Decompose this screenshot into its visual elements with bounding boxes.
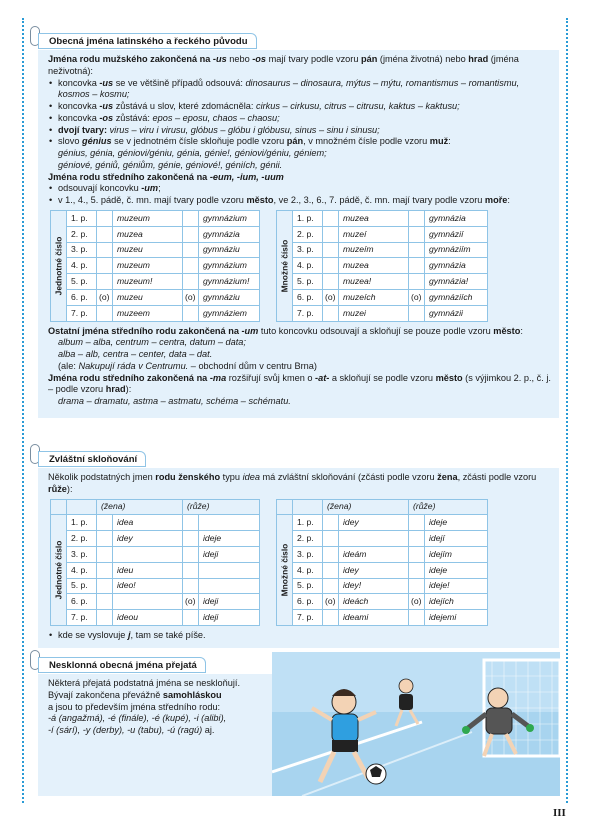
table-row	[277, 226, 488, 242]
preposition-cell	[97, 546, 113, 562]
number-label: Jednotné číslo	[51, 515, 67, 626]
table-row	[277, 531, 488, 547]
column-header-ruze: (růže)	[409, 499, 488, 515]
indeclinable-line-2: Bývají zakončena převážně samohláskou	[48, 689, 222, 700]
table-row	[51, 594, 260, 610]
form-cell: idey	[113, 531, 183, 547]
list-item: • koncovka -us zůstává u slov, které zdomácněla: cirkus – cirkusu, citrus – citrusu, kaktus – kaktusu;	[48, 101, 551, 113]
form-cell: idey	[339, 562, 409, 578]
table-row	[277, 289, 488, 305]
idea-singular-table	[50, 499, 260, 626]
page-number: III	[553, 807, 566, 819]
preposition-cell	[97, 610, 113, 626]
preposition-cell	[97, 242, 113, 258]
form-cell: muzeem	[113, 305, 183, 321]
number-label: Množné číslo	[277, 210, 293, 321]
preposition-cell	[323, 515, 339, 531]
right-dotted-border	[566, 18, 568, 803]
form-cell: ideji	[199, 594, 260, 610]
form-cell: idejím	[425, 546, 488, 562]
table-row	[51, 610, 260, 626]
table-row	[51, 562, 260, 578]
form-cell: ideje!	[425, 578, 488, 594]
section-latin-greek	[38, 50, 559, 418]
preposition-cell	[183, 210, 199, 226]
preposition-cell	[323, 305, 339, 321]
form-cell: ideje	[425, 562, 488, 578]
case-cell: 5. p.	[293, 274, 323, 290]
case-cell: 5. p.	[293, 578, 323, 594]
special-intro: Několik podstatných jmen rodu ženského typu idea má zvláštní skloňování (zčásti podle vzoru žena, zčásti podle vzoru růže):	[48, 472, 537, 494]
table-row	[277, 610, 488, 626]
preposition-cell	[183, 258, 199, 274]
preposition-cell	[409, 515, 425, 531]
preposition-cell	[97, 531, 113, 547]
table-corner	[51, 499, 67, 515]
form-cell: idey	[339, 515, 409, 531]
preposition-cell	[409, 578, 425, 594]
form-cell: ideám	[339, 546, 409, 562]
preposition-cell	[97, 305, 113, 321]
form-cell: muzeí	[339, 226, 409, 242]
case-cell: 3. p.	[67, 546, 97, 562]
section-title-special-declension: Zvláštní skloňování	[38, 451, 146, 467]
preposition-cell	[409, 258, 425, 274]
idea-plural-table	[276, 499, 488, 626]
muzeum-singular-table	[50, 210, 260, 322]
form-cell: muzea	[339, 258, 409, 274]
preposition-cell	[409, 562, 425, 578]
form-cell: ideou	[113, 610, 183, 626]
case-cell: 6. p.	[67, 289, 97, 305]
preposition-cell	[323, 226, 339, 242]
section-title-latin-greek: Obecná jména latinského a řeckého původu	[38, 33, 257, 49]
form-cell: ideje	[199, 531, 260, 547]
form-cell: gymnázia	[425, 210, 488, 226]
preposition-cell	[97, 515, 113, 531]
other-example-2: alba – alb, centra – center, data – dat.	[58, 349, 213, 360]
case-cell: 4. p.	[67, 258, 97, 274]
case-cell: 7. p.	[67, 610, 97, 626]
indeclinable-line-4: -á (angažmá), -é (finále), -é (kupé), -i (alibi),	[48, 713, 227, 724]
preposition-cell	[409, 531, 425, 547]
preposition-cell: (o)	[323, 289, 339, 305]
preposition-cell	[323, 562, 339, 578]
preposition-cell: (o)	[323, 594, 339, 610]
preposition-cell	[409, 546, 425, 562]
table-row	[277, 546, 488, 562]
form-cell: idejemi	[425, 610, 488, 626]
table-row	[51, 242, 260, 258]
left-dotted-border	[22, 18, 24, 803]
list-item: • dvojí tvary: virus – viru i virusu, glóbus – glóbu i glóbusu, sinus – sinu i sinusu;	[48, 125, 551, 137]
form-cell: gymnázií	[425, 226, 488, 242]
preposition-cell: (o)	[97, 289, 113, 305]
form-cell: gymnáziu	[199, 289, 260, 305]
column-header-zena: (žena)	[97, 499, 183, 515]
case-cell: 1. p.	[67, 515, 97, 531]
column-header-zena: (žena)	[323, 499, 409, 515]
table-row	[51, 210, 260, 226]
preposition-cell	[409, 226, 425, 242]
table-row	[51, 274, 260, 290]
table-row	[277, 242, 488, 258]
form-cell	[199, 515, 260, 531]
form-cell: gymnáziím	[425, 242, 488, 258]
case-cell: 6. p.	[67, 594, 97, 610]
table-corner	[67, 499, 97, 515]
preposition-cell: (o)	[409, 289, 425, 305]
indeclinable-line-3: a jsou to především jména středního rodu:	[48, 701, 221, 712]
form-cell: muzeu	[113, 289, 183, 305]
indeclinable-line-1: Některá přejatá podstatná jména se neskloňují.	[48, 678, 241, 688]
idea-tables	[50, 499, 551, 626]
masculine-intro: Jména rodu mužského zakončená na -us nebo -os mají tvary podle vzoru pán (jména životná) nebo hrad (jména neživotná):	[48, 54, 519, 76]
table-row	[51, 258, 260, 274]
form-cell: ideách	[339, 594, 409, 610]
form-cell	[199, 578, 260, 594]
preposition-cell	[97, 578, 113, 594]
number-label: Jednotné číslo	[51, 210, 67, 321]
neuter-intro: Jména rodu středního zakončená na -eum, -ium, -uum	[48, 171, 284, 182]
form-cell: ideami	[339, 610, 409, 626]
preposition-cell: (o)	[183, 289, 199, 305]
form-cell	[199, 562, 260, 578]
column-header-ruze: (růže)	[183, 499, 260, 515]
case-cell: 5. p.	[67, 274, 97, 290]
table-row	[277, 274, 488, 290]
case-cell: 1. p.	[293, 210, 323, 226]
section-special-declension	[38, 468, 559, 648]
form-cell: ideji	[199, 546, 260, 562]
other-example-1: album – alba, centrum – centra, datum – data;	[58, 337, 246, 348]
table-row	[277, 305, 488, 321]
preposition-cell	[183, 305, 199, 321]
case-cell: 4. p.	[293, 562, 323, 578]
table-row	[51, 515, 260, 531]
form-cell: ideo!	[113, 578, 183, 594]
case-cell: 2. p.	[67, 531, 97, 547]
preposition-cell	[409, 274, 425, 290]
case-cell: 3. p.	[67, 242, 97, 258]
form-cell: ideu	[113, 562, 183, 578]
table-row	[51, 578, 260, 594]
case-cell: 2. p.	[67, 226, 97, 242]
table-row	[51, 226, 260, 242]
case-cell: 4. p.	[67, 562, 97, 578]
case-cell: 4. p.	[293, 258, 323, 274]
preposition-cell	[183, 274, 199, 290]
form-cell: muzea	[339, 210, 409, 226]
preposition-cell	[323, 610, 339, 626]
case-cell: 3. p.	[293, 546, 323, 562]
form-cell: muzea!	[339, 274, 409, 290]
preposition-cell	[183, 610, 199, 626]
list-item: • koncovka -os zůstává: epos – eposu, chaos – chaosu;	[48, 113, 551, 125]
form-cell: gymnázia!	[425, 274, 488, 290]
ma-example: drama – dramatu, astma – astmatu, schéma – schématu.	[58, 396, 291, 407]
preposition-cell	[183, 546, 199, 562]
case-cell: 7. p.	[293, 610, 323, 626]
preposition-cell: (o)	[409, 594, 425, 610]
form-cell: muzea	[113, 226, 183, 242]
table-corner	[293, 499, 323, 515]
form-cell: gymnáziem	[199, 305, 260, 321]
preposition-cell	[409, 305, 425, 321]
form-cell: muzeích	[339, 289, 409, 305]
preposition-cell	[97, 258, 113, 274]
preposition-cell	[97, 562, 113, 578]
form-cell: gymnázia	[425, 258, 488, 274]
form-cell: gymnázia	[199, 226, 260, 242]
form-cell	[113, 594, 183, 610]
form-cell: muzeím	[339, 242, 409, 258]
preposition-cell	[323, 546, 339, 562]
preposition-cell	[323, 242, 339, 258]
preposition-cell	[97, 594, 113, 610]
form-cell	[339, 531, 409, 547]
genius-forms-1: génius, génia, géniovi/géniu, génia, génie!, géniovi/géniu, géniem;	[58, 148, 327, 159]
preposition-cell	[183, 242, 199, 258]
section-title-indeclinable: Nesklonná obecná jména přejatá	[38, 657, 206, 673]
muzeum-plural-table	[276, 210, 488, 322]
form-cell: muzeum	[113, 210, 183, 226]
form-cell: idea	[113, 515, 183, 531]
preposition-cell	[97, 210, 113, 226]
list-item: • slovo génius se v jednotném čísle skloňuje podle vzoru pán, v množném čísle podle vzoru muž:	[48, 136, 551, 148]
form-cell: idejí	[425, 531, 488, 547]
case-cell: 7. p.	[67, 305, 97, 321]
form-cell	[113, 546, 183, 562]
preposition-cell	[409, 610, 425, 626]
case-cell: 6. p.	[293, 289, 323, 305]
case-cell: 1. p.	[67, 210, 97, 226]
other-example-3: (ale: Nakupují ráda v Centrumu. – obchodní dům v centru Brna)	[58, 360, 317, 371]
case-cell: 2. p.	[293, 531, 323, 547]
preposition-cell	[183, 531, 199, 547]
form-cell: muzei	[339, 305, 409, 321]
preposition-cell	[183, 515, 199, 531]
case-cell: 7. p.	[293, 305, 323, 321]
preposition-cell	[323, 274, 339, 290]
form-cell: gymnázium	[199, 258, 260, 274]
list-item: • v 1., 4., 5. pádě, č. mn. mají tvary podle vzoru město, ve 2., 3., 6., 7. pádě, č. mn. mají tvary podle vzoru moře:	[48, 195, 551, 207]
list-item: • koncovka -us se ve většině případů odsouvá: dinosaurus – dinosaura, mýtus – mýtu, romantismus – romantismu, kosmos – kosmu;	[48, 78, 551, 102]
indeclinable-line-5: -í (sárí), -y (derby), -u (tabu), -ú (ragú) aj.	[48, 725, 215, 736]
form-cell: idejích	[425, 594, 488, 610]
form-cell: gymnázium	[199, 210, 260, 226]
table-row	[277, 515, 488, 531]
football-illustration	[272, 652, 560, 796]
form-cell: gymnázium!	[199, 274, 260, 290]
preposition-cell	[97, 226, 113, 242]
table-row	[51, 289, 260, 305]
table-corner	[277, 499, 293, 515]
football-scene-image	[272, 652, 560, 796]
preposition-cell: (o)	[183, 594, 199, 610]
table-row	[277, 578, 488, 594]
preposition-cell	[409, 210, 425, 226]
preposition-cell	[323, 210, 339, 226]
genius-forms-2: géniové, géniů, géniům, génie, géniové!, géniích, génii.	[58, 159, 283, 170]
preposition-cell	[97, 274, 113, 290]
list-item: • kde se vyslovuje j, tam se také píše.	[48, 630, 551, 642]
preposition-cell	[323, 531, 339, 547]
form-cell: muzeum	[113, 258, 183, 274]
preposition-cell	[323, 578, 339, 594]
case-cell: 3. p.	[293, 242, 323, 258]
form-cell: gymnáziích	[425, 289, 488, 305]
form-cell: muzeu	[113, 242, 183, 258]
preposition-cell	[409, 242, 425, 258]
table-row	[277, 258, 488, 274]
case-cell: 5. p.	[67, 578, 97, 594]
preposition-cell	[183, 226, 199, 242]
form-cell: gymnáziu	[199, 242, 260, 258]
table-row	[277, 594, 488, 610]
table-row	[277, 210, 488, 226]
case-cell: 1. p.	[293, 515, 323, 531]
case-cell: 6. p.	[293, 594, 323, 610]
form-cell: gymnázii	[425, 305, 488, 321]
case-cell: 2. p.	[293, 226, 323, 242]
table-row	[51, 305, 260, 321]
table-row	[51, 531, 260, 547]
preposition-cell	[183, 578, 199, 594]
number-label: Množné číslo	[277, 515, 293, 626]
other-neuter-intro: Ostatní jména středního rodu zakončená na -um tuto koncovku odsouvají a skloňují se pouze podle vzoru město:	[48, 325, 523, 336]
muzeum-tables	[50, 210, 551, 322]
list-item: • odsouvají koncovku -um;	[48, 183, 551, 195]
ma-intro: Jména rodu středního zakončená na -ma rozšiřují svůj kmen o -at- a skloňují se podle vzoru město (s výjimkou 2. p., č. j. – podle vzoru hrad):	[48, 372, 551, 395]
preposition-cell	[323, 258, 339, 274]
preposition-cell	[183, 562, 199, 578]
form-cell: ideji	[199, 610, 260, 626]
form-cell: ideje	[425, 515, 488, 531]
section-indeclinable	[38, 674, 274, 796]
form-cell: muzeum!	[113, 274, 183, 290]
table-row	[51, 546, 260, 562]
form-cell: idey!	[339, 578, 409, 594]
table-row	[277, 562, 488, 578]
